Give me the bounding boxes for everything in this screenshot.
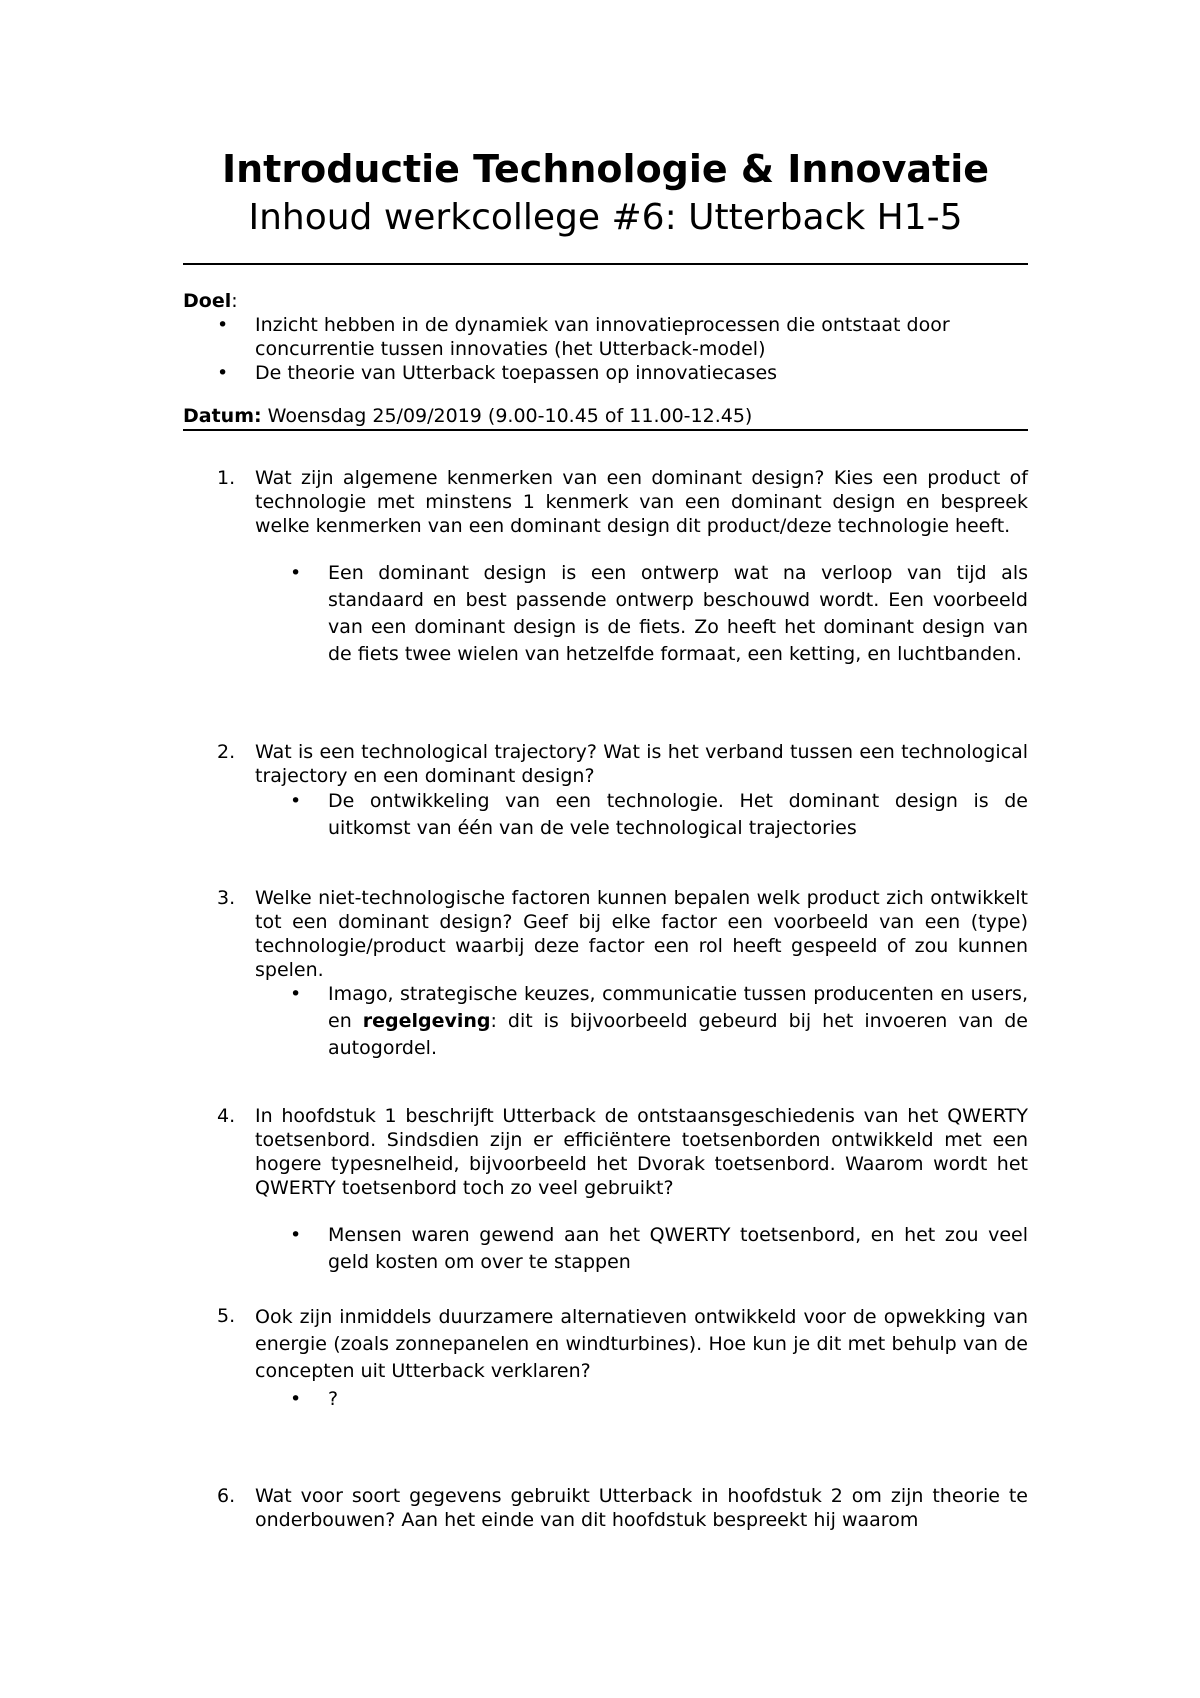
question-number: 4.: [217, 1105, 236, 1127]
answer-text: Een dominant design is een ontwerp wat na verloop van tijd als standaard en best passende ontwerp beschouwd wordt. Een voorbeeld van een dominant design is de fiets. Zo heeft het dominant design van de fiets twee wielen van hetzelfde formaat, een ketting, en luchtbanden.: [328, 562, 1028, 665]
goal-item: De theorie van Utterback toepassen op innovatiecases: [255, 362, 778, 384]
header-divider: [183, 263, 1028, 265]
emphasis-text: regelgeving: [362, 1010, 491, 1032]
goal-label: Doel:: [183, 290, 238, 312]
question-number: 3.: [217, 887, 236, 909]
question-text: In hoofdstuk 1 beschrijft Utterback de ontstaansgeschiedenis van het QWERTY toetsenbord. Sindsdien zijn er efficiëntere toetsenborden ontwikkeld met een hogere typesnelheid, bijvoorbeeld het Dvorak toetsenbord. Waarom wordt het QWERTY toetsenbord toch zo veel gebruikt?: [255, 1105, 1028, 1199]
bullet-icon: •: [217, 362, 229, 384]
date-divider: [183, 429, 1028, 431]
goal-item: Inzicht hebben in de dynamiek van innovatieprocessen die ontstaat door concurrentie tussen innovaties (het Utterback-model): [255, 314, 950, 360]
document-title: Introductie Technologie & Innovatie: [221, 147, 989, 191]
question-text: Ook zijn inmiddels duurzamere alternatieven ontwikkeld voor de opwekking van energie (zoals zonnepanelen en windturbines). Hoe kun je dit met behulp van de concepten uit Utterback verklaren?: [255, 1306, 1028, 1382]
bullet-icon: •: [290, 983, 302, 1005]
question-number: 2.: [217, 741, 236, 763]
bullet-icon: •: [290, 790, 302, 812]
document-subtitle: Inhoud werkcollege #6: Utterback H1-5: [248, 197, 963, 238]
date-row: Datum: Woensdag 25/09/2019 (9.00-10.45 of 11.00-12.45): [183, 405, 753, 427]
question-text: Welke niet-technologische factoren kunnen bepalen welk product zich ontwikkelt tot een dominant design? Geef bij elke factor een voorbeeld van een (type) technologie/product waarbij deze factor een rol heeft gespeeld of zou kunnen spelen.: [255, 887, 1028, 981]
answer-text: De ontwikkeling van een technologie. Het dominant design is de uitkomst van één van de vele technological trajectories: [328, 790, 1028, 839]
answer-text: ?: [328, 1388, 339, 1410]
bullet-icon: •: [290, 1224, 302, 1246]
question-number: 6.: [217, 1485, 236, 1507]
bullet-icon: •: [290, 1388, 302, 1410]
question-text: Wat zijn algemene kenmerken van een dominant design? Kies een product of technologie met minstens 1 kenmerk van een dominant design en bespreek welke kenmerken van een dominant design dit product/deze technologie heeft.: [255, 467, 1028, 537]
question-text: Wat voor soort gegevens gebruikt Utterback in hoofdstuk 2 om zijn theorie te onderbouwen? Aan het einde van dit hoofdstuk bespreekt hij waarom: [255, 1485, 1028, 1531]
bullet-icon: •: [290, 562, 302, 584]
question-text: Wat is een technological trajectory? Wat is het verband tussen een technological trajectory en een dominant design?: [255, 741, 1028, 787]
question-number: 1.: [217, 467, 236, 489]
question-number: 5.: [217, 1305, 236, 1327]
answer-text: Imago, strategische keuzes, communicatie tussen producenten en users, en regelgeving: dit is bijvoorbeeld gebeurd bij het invoeren van de autogordel.: [328, 983, 1028, 1059]
answer-text: Mensen waren gewend aan het QWERTY toetsenbord, en het zou veel geld kosten om over te stappen: [328, 1224, 1028, 1273]
bullet-icon: •: [217, 314, 229, 336]
